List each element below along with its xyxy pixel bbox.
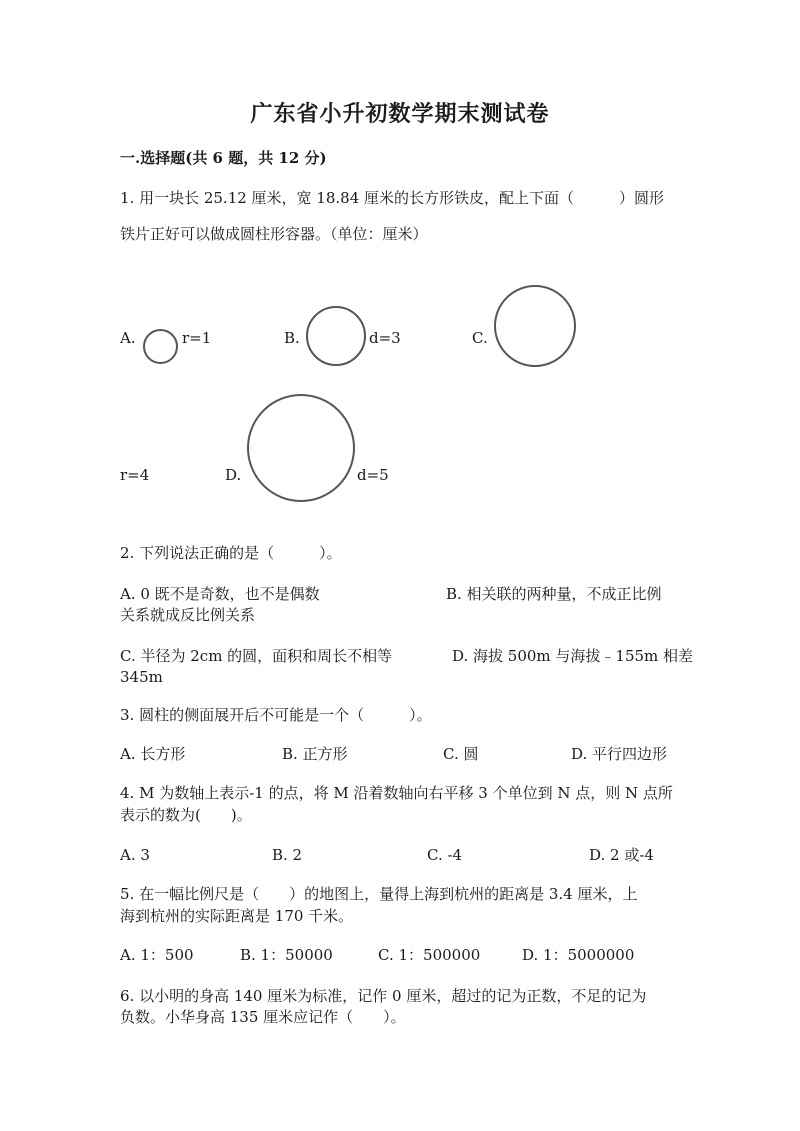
q3-option-b: B. 正方形 [282, 745, 348, 763]
q1-option-a-value: r=1 [182, 329, 212, 347]
q3-option-c: C. 圆 [443, 745, 479, 763]
q2-option-b-line2: 关系就成反比例关系 [120, 606, 256, 624]
q5-option-c: C. 1：500000 [378, 946, 481, 964]
q1-option-d-value: d=5 [357, 466, 389, 484]
page-title: 广东省小升初数学期末测试卷 [250, 101, 550, 127]
q1-option-c-label: C. [472, 329, 488, 347]
q2-option-d-line2: 345m [120, 668, 163, 686]
q1-option-d-label: D. [225, 466, 242, 484]
q4-option-a: A. 3 [120, 846, 150, 864]
q2-stem: 2. 下列说法正确的是（ ）。 [120, 544, 342, 562]
q4-option-c: C. -4 [427, 846, 463, 864]
q4-stem-line2: 表示的数为( )。 [120, 806, 252, 824]
q1-stem-line2: 铁片正好可以做成圆柱形容器。（单位：厘米） [120, 225, 428, 243]
q4-option-b: B. 2 [272, 846, 303, 864]
q1-option-a-circle [143, 329, 178, 364]
q5-stem-line1: 5. 在一幅比例尺是（ ）的地图上，量得上海到杭州的距离是 3.4 厘米，上 [120, 885, 638, 903]
q1-stem-line1: 1. 用一块长 25.12 厘米，宽 18.84 厘米的长方形铁皮，配上下面（ ）圆形 [120, 189, 665, 207]
q1-option-b-circle [306, 306, 366, 366]
q1-option-c-value: r=4 [120, 466, 150, 484]
q1-option-b-label: B. [284, 329, 300, 347]
q5-option-a: A. 1：500 [120, 946, 194, 964]
q1-option-d-circle [247, 394, 355, 502]
q6-stem-line2: 负数。小华身高 135 厘米应记作（ ）。 [120, 1008, 406, 1026]
q6-stem-line1: 6. 以小明的身高 140 厘米为标准，记作 0 厘米，超过的记为正数，不足的记为 [120, 987, 647, 1005]
q1-option-c-circle [494, 285, 576, 367]
q3-option-d: D. 平行四边形 [571, 745, 668, 763]
q1-option-a-label: A. [120, 329, 136, 347]
q4-stem-line1: 4. M 为数轴上表示-1 的点，将 M 沿着数轴向右平移 3 个单位到 N 点，则 N 点所 [120, 784, 673, 802]
q3-option-a: A. 长方形 [120, 745, 186, 763]
q5-stem-line2: 海到杭州的实际距离是 170 千米。 [120, 907, 354, 925]
section-heading: 一.选择题(共 6 题，共 12 分) [120, 149, 327, 167]
q2-option-b-line1: B. 相关联的两种量，不成正比例 [446, 585, 662, 603]
q4-option-d: D. 2 或-4 [589, 846, 654, 864]
q2-option-d-line1: D. 海拔 500m 与海拔﹣155m 相差 [452, 647, 694, 665]
q2-option-a: A. 0 既不是奇数，也不是偶数 [120, 585, 320, 603]
q5-option-b: B. 1：50000 [240, 946, 333, 964]
q2-option-c: C. 半径为 2cm 的圆，面积和周长不相等 [120, 647, 393, 665]
q3-stem: 3. 圆柱的侧面展开后不可能是一个（ ）。 [120, 706, 432, 724]
q1-option-b-value: d=3 [369, 329, 401, 347]
q5-option-d: D. 1：5000000 [522, 946, 635, 964]
